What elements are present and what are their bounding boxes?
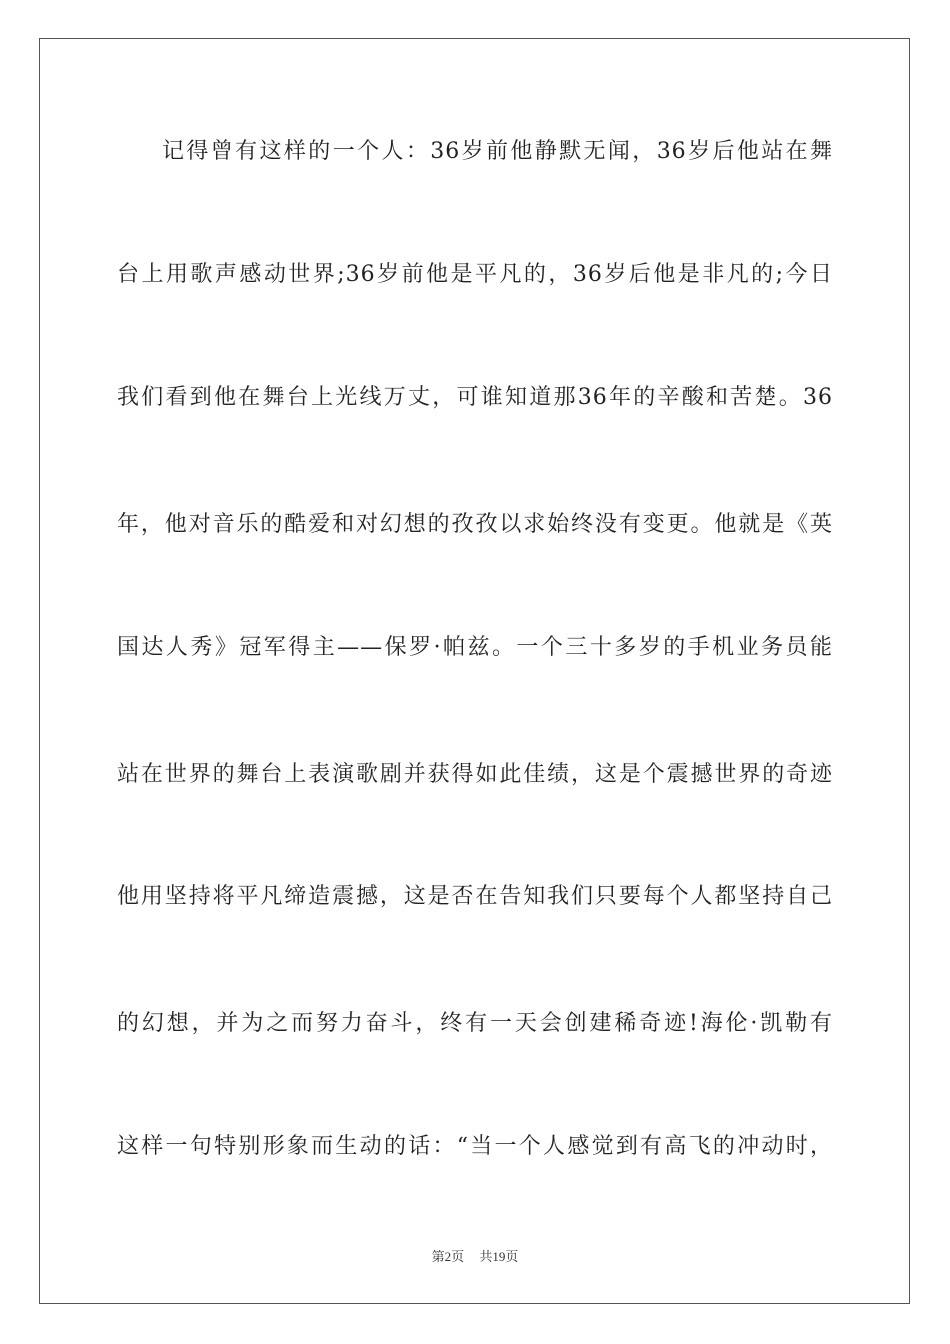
paragraph-line: 站在世界的舞台上表演歌剧并获得如此佳绩，这是个震撼世界的奇迹 — [117, 762, 833, 787]
page-total: 共19页 — [479, 1249, 519, 1264]
page-footer — [0, 1246, 950, 1265]
paragraph-line: 记得曾有这样的一个人：36岁前他静默无闻，36岁后他站在舞 — [162, 139, 833, 164]
paragraph-line: 年，他对音乐的酷爱和对幻想的孜孜以求始终没有变更。他就是《英 — [117, 512, 833, 537]
paragraph-line: 的幻想，并为之而努力奋斗，终有一天会创建稀奇迹!海伦·凯勒有 — [117, 1011, 833, 1036]
paragraph-line: 他用坚持将平凡缔造震撼，这是否在告知我们只要每个人都坚持自己 — [117, 884, 833, 909]
paragraph-line: 国达人秀》冠军得主——保罗·帕兹。一个三十多岁的手机业务员能 — [117, 635, 833, 660]
paragraph-line: 这样一句特别形象而生动的话：“当一个人感觉到有高飞的冲动时， — [117, 1134, 833, 1159]
page-number: 第2页 — [431, 1249, 465, 1264]
page-border — [39, 38, 910, 1304]
paragraph-line: 台上用歌声感动世界;36岁前他是平凡的，36岁后他是非凡的;今日 — [117, 262, 833, 287]
paragraph-line: 我们看到他在舞台上光线万丈，可谁知道那36年的辛酸和苦楚。36 — [117, 385, 833, 410]
